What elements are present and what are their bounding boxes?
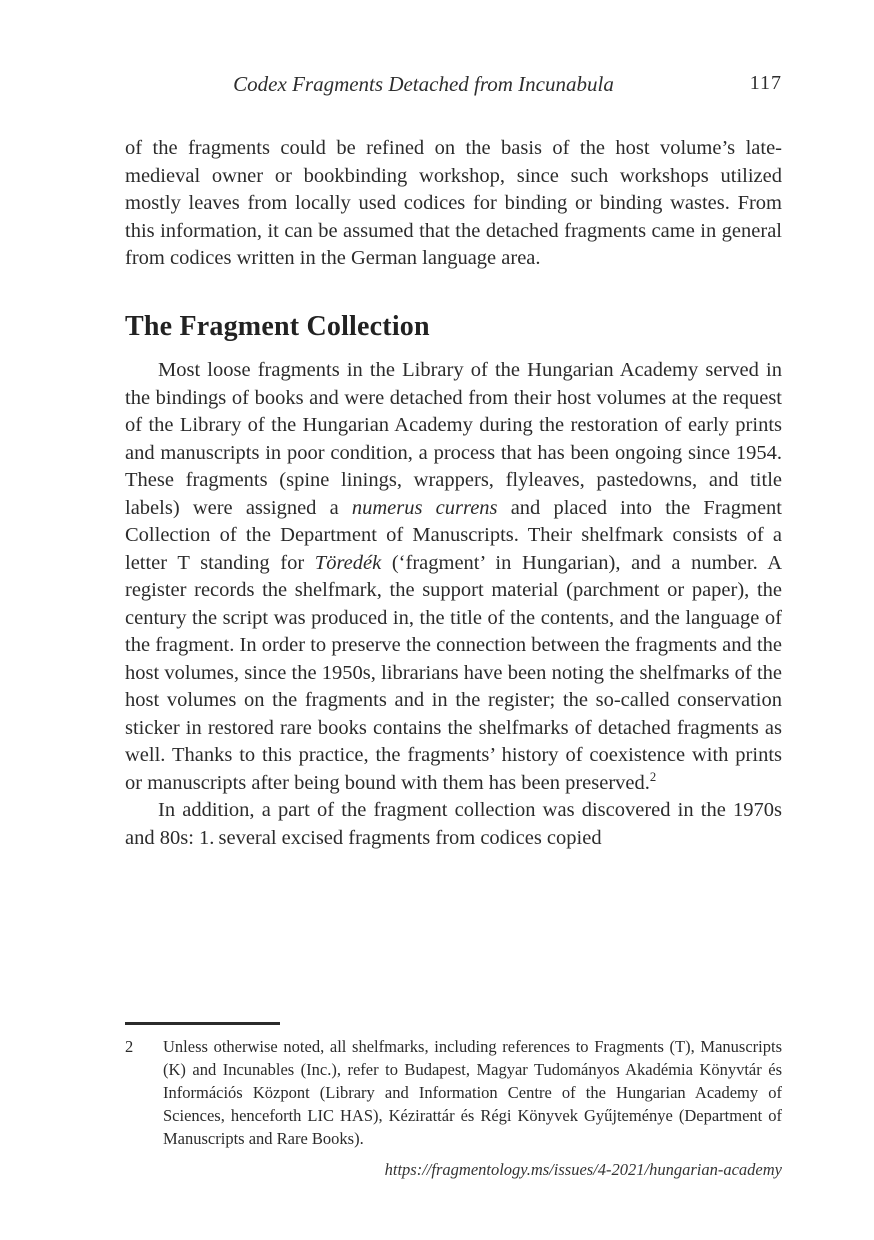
footnote-number: 2 [125,1037,134,1056]
paragraph-continuation: of the fragments could be refined on the basis of the host volume’s late-medieval owner or bookbinding workshop, since such workshops utilized mostly leaves from locally used codices for binding or binding wastes. From this information, it can be assumed that the detached fragments came in general from codices written in the German language area. [125,137,782,269]
footnote-rule [125,1022,280,1025]
footnote-text: Unless otherwise noted, all shelfmarks, including references to Fragments (T), Manuscripts (K) and Incunables (Inc.), refer to Budapest, Magyar Tudományos Akadémia Könyvtár és Információs Központ (Library and Information Centre of the Hungarian Academy of Sciences, henceforth LIC HAS), Kézirattár és Régi Könyvek Gyűjteménye (Department of Manuscripts and Rare Books). [163,1037,782,1148]
footnote-2 [125,1035,782,1150]
paragraph-in-addition: In addition, a part of the fragment collection was discovered in the 1970s and 80s: 1. several excised fragments from codices copied [125,799,782,849]
section-heading: The Fragment Collection [125,310,430,342]
page-number: 117 [749,72,782,94]
running-title: Codex Fragments Detached from Incunabula [233,72,614,96]
running-head [125,72,782,102]
footnote-block [125,1022,782,1150]
page-footer [125,1160,782,1180]
journal-url-link[interactable]: https://fragmentology.ms/issues/4-2021/hungarian-academy [384,1160,782,1179]
article-body [125,135,782,852]
paragraph-fragment-collection: Most loose fragments in the Library of the Hungarian Academy served in the bindings of books and were detached from their host volumes at the request of the Library of the Hungarian Academy during the restoration of early prints and manuscripts in poor condition, a process that has been ongoing since 1954. These fragments (spine linings, wrappers, flyleaves, pastedowns, and title labels) were assigned a numerus currens and placed into the Fragment Collection of the Department of Manuscripts. Their shelfmark consists of a letter T standing for Töredék (‘fragment’ in Hungarian), and a number. A register records the shelfmark, the support material (parchment or paper), the century the script was produced in, the title of the contents, and the language of the fragment. In order to preserve the connection between the fragments and the host volumes, since the 1950s, librarians have been noting the shelfmarks of the host volumes on the fragments and in the register; the so-called conservation sticker in restored rare books contains the shelfmarks of detached fragments as well. Thanks to this practice, the fragments’ history of coexistence with prints or manuscripts after being bound with them has been preserved.$^2$ [125,359,783,794]
text-block [125,72,782,852]
